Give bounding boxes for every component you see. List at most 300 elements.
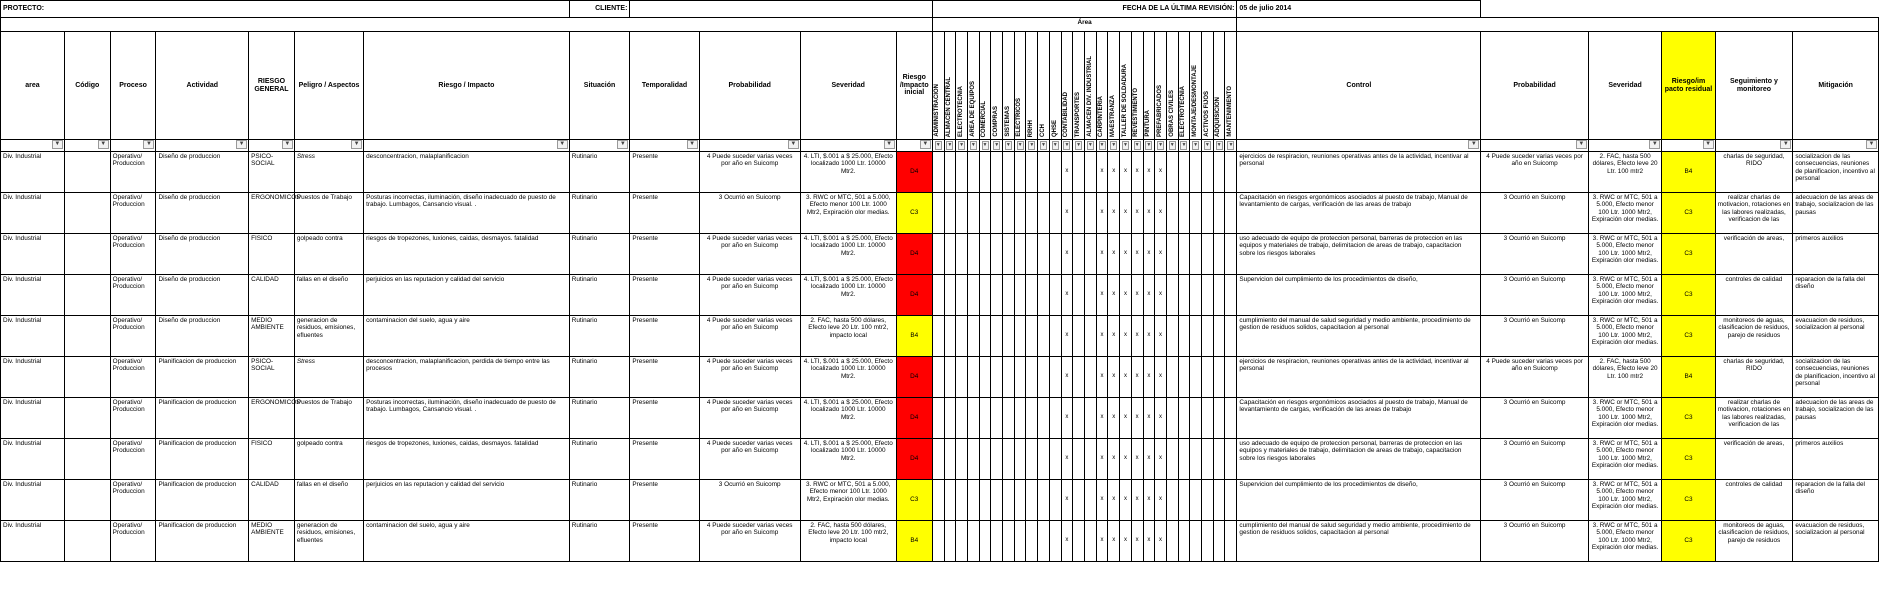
area-mark-cell[interactable]: [1166, 316, 1178, 357]
area-mark-cell[interactable]: [1014, 316, 1026, 357]
cell-peligro[interactable]: golpeado contra: [294, 234, 363, 275]
area-mark-cell[interactable]: [1014, 234, 1026, 275]
filter-dropdown-icon[interactable]: ▼: [1216, 142, 1222, 148]
area-mark-cell[interactable]: [967, 480, 979, 521]
cell-probabilidad-2[interactable]: 4 Puede suceder varias veces por año en Suicomp: [1481, 357, 1589, 398]
residual-risk-level[interactable]: C3: [1662, 521, 1715, 562]
cell-codigo[interactable]: [64, 316, 110, 357]
area-mark-cell[interactable]: [1003, 521, 1015, 562]
cell-severidad[interactable]: 4. LTI, $.001 a $ 25.000, Efecto localizado 1000 Ltr. 10000 Mtr2.: [800, 398, 896, 439]
initial-risk-level[interactable]: B4: [896, 316, 932, 357]
filter-dropdown-icon[interactable]: ▼: [1064, 142, 1070, 148]
cell-severidad-2[interactable]: 3. RWC or MTC, 501 a 5.000, Efecto menor 100 Ltr. 1000 Mtr2, Expiración olor medias.: [1588, 439, 1661, 480]
area-mark-cell[interactable]: [1166, 152, 1178, 193]
area-mark-cell[interactable]: [944, 439, 956, 480]
cell-probabilidad-2[interactable]: 3 Ocurrió en Suicomp: [1481, 234, 1589, 275]
area-mark-cell[interactable]: [991, 398, 1003, 439]
initial-risk-level[interactable]: D4: [896, 398, 932, 439]
area-mark-cell[interactable]: [1190, 316, 1202, 357]
area-mark-cell[interactable]: x: [1131, 357, 1143, 398]
area-mark-cell[interactable]: x: [1096, 275, 1108, 316]
cell-riesgo-general[interactable]: ERGONOMICOS: [249, 398, 295, 439]
cell-riesgo-impacto[interactable]: perjuicios en las reputacion y calidad del servicio: [364, 275, 570, 316]
cell-control[interactable]: ejercicios de respiracion, reuniones operativas antes de la actividad, incentivar al personal: [1237, 357, 1481, 398]
area-mark-cell[interactable]: [1178, 193, 1190, 234]
area-mark-cell[interactable]: [1014, 521, 1026, 562]
cell-proceso[interactable]: Operativo/ Produccion: [110, 275, 156, 316]
area-mark-cell[interactable]: [932, 357, 944, 398]
area-mark-cell[interactable]: [1026, 439, 1038, 480]
area-mark-cell[interactable]: [1073, 234, 1085, 275]
area-mark-cell[interactable]: x: [1061, 152, 1073, 193]
area-mark-cell[interactable]: [932, 316, 944, 357]
area-mark-cell[interactable]: x: [1108, 357, 1120, 398]
cell-codigo[interactable]: [64, 480, 110, 521]
cell-control[interactable]: uso adecuado de equipo de proteccion personal, barreras de proteccion en las equipos y materiales de trabajo, delimitacion de areas de trabajo, capacitacion sobre los riesgos laborales: [1237, 234, 1481, 275]
cell-riesgo-general[interactable]: PSICO-SOCIAL: [249, 152, 295, 193]
area-mark-cell[interactable]: [1213, 152, 1225, 193]
area-mark-cell[interactable]: x: [1155, 152, 1167, 193]
cell-codigo[interactable]: [64, 398, 110, 439]
area-mark-cell[interactable]: [1014, 398, 1026, 439]
cell-area[interactable]: Div. Industrial: [1, 234, 65, 275]
area-mark-cell[interactable]: [1178, 275, 1190, 316]
area-mark-cell[interactable]: x: [1143, 193, 1155, 234]
area-mark-cell[interactable]: [1014, 439, 1026, 480]
area-mark-cell[interactable]: [1038, 152, 1050, 193]
area-mark-cell[interactable]: x: [1155, 316, 1167, 357]
initial-risk-level[interactable]: D4: [896, 275, 932, 316]
cell-proceso[interactable]: Operativo/ Produccion: [110, 152, 156, 193]
cell-probabilidad[interactable]: 4 Puede suceder varias veces por año en Suicomp: [699, 152, 800, 193]
area-mark-cell[interactable]: x: [1108, 316, 1120, 357]
area-mark-cell[interactable]: [1213, 398, 1225, 439]
area-mark-cell[interactable]: [1178, 398, 1190, 439]
area-mark-cell[interactable]: [1049, 398, 1061, 439]
area-mark-cell[interactable]: [1014, 480, 1026, 521]
cell-peligro[interactable]: golpeado contra: [294, 439, 363, 480]
area-mark-cell[interactable]: x: [1131, 152, 1143, 193]
cell-proceso[interactable]: Operativo/ Produccion: [110, 357, 156, 398]
area-mark-cell[interactable]: [1213, 193, 1225, 234]
area-mark-cell[interactable]: [1084, 521, 1096, 562]
area-mark-cell[interactable]: x: [1108, 193, 1120, 234]
area-mark-cell[interactable]: [1026, 193, 1038, 234]
area-mark-cell[interactable]: [1202, 234, 1214, 275]
area-mark-cell[interactable]: [1038, 398, 1050, 439]
area-mark-cell[interactable]: [979, 316, 991, 357]
filter-dropdown-icon[interactable]: ▼: [282, 140, 293, 149]
filter-dropdown-icon[interactable]: ▼: [1158, 142, 1164, 148]
area-mark-cell[interactable]: [991, 439, 1003, 480]
area-mark-cell[interactable]: [1225, 357, 1237, 398]
area-mark-cell[interactable]: [1225, 480, 1237, 521]
cell-severidad-2[interactable]: 3. RWC or MTC, 501 a 5.000, Efecto menor 100 Ltr. 1000 Mtr2, Expiración olor medias.: [1588, 234, 1661, 275]
area-mark-cell[interactable]: x: [1155, 275, 1167, 316]
area-mark-cell[interactable]: [1190, 193, 1202, 234]
area-mark-cell[interactable]: [1225, 316, 1237, 357]
cell-severidad-2[interactable]: 3. RWC or MTC, 501 a 5.000, Efecto menor 100 Ltr. 1000 Mtr2, Expiración olor medias.: [1588, 316, 1661, 357]
filter-dropdown-icon[interactable]: ▼: [1041, 142, 1046, 148]
area-mark-cell[interactable]: [1073, 480, 1085, 521]
area-mark-cell[interactable]: x: [1131, 316, 1143, 357]
cell-actividad[interactable]: Planificacion de produccion: [156, 439, 249, 480]
area-mark-cell[interactable]: [1073, 398, 1085, 439]
area-mark-cell[interactable]: [1190, 439, 1202, 480]
area-mark-cell[interactable]: [1166, 521, 1178, 562]
cell-probabilidad[interactable]: 4 Puede suceder varias veces por año en Suicomp: [699, 521, 800, 562]
filter-dropdown-icon[interactable]: ▼: [52, 140, 63, 149]
area-mark-cell[interactable]: [1166, 275, 1178, 316]
area-mark-cell[interactable]: x: [1120, 234, 1132, 275]
filter-dropdown-icon[interactable]: ▼: [1169, 142, 1175, 148]
area-mark-cell[interactable]: [991, 234, 1003, 275]
area-mark-cell[interactable]: x: [1096, 193, 1108, 234]
area-mark-cell[interactable]: [967, 234, 979, 275]
area-mark-cell[interactable]: x: [1143, 152, 1155, 193]
cell-actividad[interactable]: Planificacion de produccion: [156, 398, 249, 439]
revision-date[interactable]: 05 de julio 2014: [1237, 1, 1481, 18]
cell-mitigacion[interactable]: evacuacion de residuos, socializacion al personal: [1793, 521, 1879, 562]
area-mark-cell[interactable]: [1178, 480, 1190, 521]
initial-risk-level[interactable]: D4: [896, 234, 932, 275]
area-mark-cell[interactable]: [956, 316, 968, 357]
cell-actividad[interactable]: Diseño de produccion: [156, 193, 249, 234]
area-mark-cell[interactable]: [944, 480, 956, 521]
area-mark-cell[interactable]: [979, 480, 991, 521]
cell-peligro[interactable]: generacion de residuos, emisiones, efluentes: [294, 521, 363, 562]
cell-actividad[interactable]: Diseño de produccion: [156, 152, 249, 193]
area-mark-cell[interactable]: x: [1096, 357, 1108, 398]
area-mark-cell[interactable]: [1003, 193, 1015, 234]
cell-riesgo-impacto[interactable]: Posturas incorrectas, iluminación, diseño inadecuado de puesto de trabajo. Lumbagos, Cansancio visual. .: [364, 193, 570, 234]
residual-risk-level[interactable]: C3: [1662, 234, 1715, 275]
area-mark-cell[interactable]: [1038, 439, 1050, 480]
cell-situacion[interactable]: Rutinario: [569, 357, 630, 398]
area-mark-cell[interactable]: [1003, 480, 1015, 521]
area-mark-cell[interactable]: x: [1061, 480, 1073, 521]
area-mark-cell[interactable]: [1190, 152, 1202, 193]
cell-severidad-2[interactable]: 3. RWC or MTC, 501 a 5.000, Efecto menor 100 Ltr. 1000 Mtr2, Expiración olor medias.: [1588, 521, 1661, 562]
area-mark-cell[interactable]: [932, 152, 944, 193]
area-mark-cell[interactable]: [956, 398, 968, 439]
area-mark-cell[interactable]: [1049, 275, 1061, 316]
cell-codigo[interactable]: [64, 152, 110, 193]
area-mark-cell[interactable]: x: [1108, 521, 1120, 562]
area-mark-cell[interactable]: [944, 316, 956, 357]
area-mark-cell[interactable]: [956, 234, 968, 275]
cell-codigo[interactable]: [64, 521, 110, 562]
area-mark-cell[interactable]: [1073, 193, 1085, 234]
cell-mitigacion[interactable]: adecuacion de las areas de trabajo, socializacion de las pausas: [1793, 398, 1879, 439]
cell-probabilidad[interactable]: 4 Puede suceder varias veces por año en Suicomp: [699, 439, 800, 480]
area-mark-cell[interactable]: [1014, 275, 1026, 316]
cell-seguimiento[interactable]: realizar charlas de motivacion, rotaciones en las labores realizadas, verificacion de las: [1715, 398, 1793, 439]
filter-dropdown-icon[interactable]: ▼: [1052, 142, 1058, 148]
cell-probabilidad-2[interactable]: 4 Puede suceder varias veces por año en Suicomp: [1481, 152, 1589, 193]
area-mark-cell[interactable]: [1225, 398, 1237, 439]
area-mark-cell[interactable]: [1202, 439, 1214, 480]
area-mark-cell[interactable]: [1026, 234, 1038, 275]
area-mark-cell[interactable]: [1003, 234, 1015, 275]
area-mark-cell[interactable]: x: [1131, 480, 1143, 521]
cell-riesgo-general[interactable]: ERGONOMICOS: [249, 193, 295, 234]
area-mark-cell[interactable]: [1225, 152, 1237, 193]
area-mark-cell[interactable]: [967, 316, 979, 357]
area-mark-cell[interactable]: [1084, 193, 1096, 234]
cell-probabilidad[interactable]: 4 Puede suceder varias veces por año en Suicomp: [699, 398, 800, 439]
area-mark-cell[interactable]: [1213, 439, 1225, 480]
area-mark-cell[interactable]: [967, 357, 979, 398]
area-mark-cell[interactable]: [956, 193, 968, 234]
client-value[interactable]: [630, 1, 932, 18]
area-mark-cell[interactable]: [1178, 357, 1190, 398]
cell-riesgo-general[interactable]: CALIDAD: [249, 275, 295, 316]
area-mark-cell[interactable]: [1003, 275, 1015, 316]
area-mark-cell[interactable]: x: [1155, 398, 1167, 439]
area-mark-cell[interactable]: [1026, 480, 1038, 521]
area-mark-cell[interactable]: [1003, 152, 1015, 193]
area-mark-cell[interactable]: x: [1061, 439, 1073, 480]
cell-situacion[interactable]: Rutinario: [569, 275, 630, 316]
area-mark-cell[interactable]: [1003, 439, 1015, 480]
filter-dropdown-icon[interactable]: ▼: [920, 140, 931, 149]
area-mark-cell[interactable]: [1003, 398, 1015, 439]
area-mark-cell[interactable]: [991, 193, 1003, 234]
area-mark-cell[interactable]: x: [1096, 480, 1108, 521]
cell-control[interactable]: Supervicion del cumplimiento de los procedimientos de diseño,: [1237, 275, 1481, 316]
area-mark-cell[interactable]: [991, 275, 1003, 316]
area-mark-cell[interactable]: [1202, 398, 1214, 439]
cell-seguimiento[interactable]: monitoreos de aguas, clasificacion de residuos, parejo de residuos: [1715, 521, 1793, 562]
area-mark-cell[interactable]: [1084, 275, 1096, 316]
cell-area[interactable]: Div. Industrial: [1, 398, 65, 439]
area-mark-cell[interactable]: [956, 521, 968, 562]
area-mark-cell[interactable]: x: [1096, 398, 1108, 439]
area-mark-cell[interactable]: [991, 480, 1003, 521]
cell-riesgo-general[interactable]: MEDIO AMBIENTE: [249, 521, 295, 562]
area-mark-cell[interactable]: [1026, 357, 1038, 398]
cell-codigo[interactable]: [64, 193, 110, 234]
cell-riesgo-impacto[interactable]: riesgos de tropezones, luxiones, caidas, desmayos. fatalidad: [364, 234, 570, 275]
cell-situacion[interactable]: Rutinario: [569, 398, 630, 439]
cell-riesgo-impacto[interactable]: desconcentracion, malaplanificacion: [364, 152, 570, 193]
area-mark-cell[interactable]: [1178, 316, 1190, 357]
area-mark-cell[interactable]: [1049, 439, 1061, 480]
area-mark-cell[interactable]: x: [1143, 439, 1155, 480]
area-mark-cell[interactable]: [967, 275, 979, 316]
area-mark-cell[interactable]: [1166, 193, 1178, 234]
area-mark-cell[interactable]: [1213, 480, 1225, 521]
area-mark-cell[interactable]: [967, 152, 979, 193]
filter-dropdown-icon[interactable]: ▼: [982, 142, 988, 148]
area-mark-cell[interactable]: x: [1155, 193, 1167, 234]
area-mark-cell[interactable]: [967, 521, 979, 562]
area-mark-cell[interactable]: [967, 439, 979, 480]
cell-area[interactable]: Div. Industrial: [1, 316, 65, 357]
cell-severidad[interactable]: 2. FAC, hasta 500 dólares, Efecto leve 20 Ltr. 100 mtr2, impacto local: [800, 521, 896, 562]
area-mark-cell[interactable]: x: [1120, 398, 1132, 439]
cell-mitigacion[interactable]: socializacion de las consecuencias, reuniones de planificacion, incentivo al personal: [1793, 357, 1879, 398]
cell-peligro[interactable]: Puestos de Trabajo: [294, 193, 363, 234]
cell-codigo[interactable]: [64, 234, 110, 275]
area-mark-cell[interactable]: [1202, 152, 1214, 193]
filter-dropdown-icon[interactable]: ▼: [1005, 142, 1011, 148]
area-mark-cell[interactable]: [944, 152, 956, 193]
cell-temporalidad[interactable]: Presente: [630, 193, 699, 234]
area-mark-cell[interactable]: [1049, 480, 1061, 521]
cell-actividad[interactable]: Planificacion de produccion: [156, 357, 249, 398]
cell-mitigacion[interactable]: reparacion de la falla del diseño: [1793, 480, 1879, 521]
filter-dropdown-icon[interactable]: ▼: [1228, 142, 1234, 148]
area-mark-cell[interactable]: x: [1131, 234, 1143, 275]
area-mark-cell[interactable]: [1166, 398, 1178, 439]
cell-actividad[interactable]: Diseño de produccion: [156, 316, 249, 357]
cell-codigo[interactable]: [64, 439, 110, 480]
initial-risk-level[interactable]: C3: [896, 480, 932, 521]
cell-mitigacion[interactable]: reparacion de la falla del diseño: [1793, 275, 1879, 316]
area-mark-cell[interactable]: [979, 193, 991, 234]
area-mark-cell[interactable]: [979, 234, 991, 275]
area-mark-cell[interactable]: x: [1120, 357, 1132, 398]
cell-mitigacion[interactable]: primeros auxilios: [1793, 234, 1879, 275]
residual-risk-level[interactable]: B4: [1662, 152, 1715, 193]
area-mark-cell[interactable]: [1073, 439, 1085, 480]
area-mark-cell[interactable]: [1003, 316, 1015, 357]
cell-situacion[interactable]: Rutinario: [569, 234, 630, 275]
area-mark-cell[interactable]: [991, 521, 1003, 562]
area-mark-cell[interactable]: [932, 275, 944, 316]
residual-risk-level[interactable]: C3: [1662, 275, 1715, 316]
area-mark-cell[interactable]: [1049, 234, 1061, 275]
area-mark-cell[interactable]: [979, 521, 991, 562]
area-mark-cell[interactable]: x: [1108, 439, 1120, 480]
cell-situacion[interactable]: Rutinario: [569, 480, 630, 521]
cell-seguimiento[interactable]: charlas de seguridad, RIDO: [1715, 152, 1793, 193]
filter-dropdown-icon[interactable]: ▼: [1087, 142, 1093, 148]
residual-risk-level[interactable]: C3: [1662, 439, 1715, 480]
residual-risk-level[interactable]: C3: [1662, 193, 1715, 234]
filter-dropdown-icon[interactable]: ▼: [947, 142, 953, 148]
area-mark-cell[interactable]: x: [1120, 521, 1132, 562]
area-mark-cell[interactable]: x: [1061, 316, 1073, 357]
area-mark-cell[interactable]: x: [1061, 193, 1073, 234]
cell-severidad-2[interactable]: 2. FAC, hasta 500 dólares, Efecto leve 20 Ltr. 100 mtr2: [1588, 357, 1661, 398]
cell-riesgo-general[interactable]: FISICO: [249, 439, 295, 480]
area-mark-cell[interactable]: [1049, 521, 1061, 562]
cell-temporalidad[interactable]: Presente: [630, 357, 699, 398]
area-mark-cell[interactable]: [1014, 357, 1026, 398]
area-mark-cell[interactable]: x: [1096, 152, 1108, 193]
area-mark-cell[interactable]: [991, 152, 1003, 193]
filter-dropdown-icon[interactable]: ▼: [687, 140, 698, 149]
area-mark-cell[interactable]: [1190, 275, 1202, 316]
cell-situacion[interactable]: Rutinario: [569, 152, 630, 193]
filter-dropdown-icon[interactable]: ▼: [1099, 142, 1105, 148]
filter-dropdown-icon[interactable]: ▼: [236, 140, 247, 149]
cell-temporalidad[interactable]: Presente: [630, 275, 699, 316]
area-mark-cell[interactable]: [1190, 398, 1202, 439]
cell-probabilidad-2[interactable]: 3 Ocurrió en Suicomp: [1481, 439, 1589, 480]
residual-risk-level[interactable]: C3: [1662, 480, 1715, 521]
area-mark-cell[interactable]: [1166, 480, 1178, 521]
area-mark-cell[interactable]: [1014, 193, 1026, 234]
cell-severidad-2[interactable]: 3. RWC or MTC, 501 a 5.000, Efecto menor 100 Ltr. 1000 Mtr2, Expiración olor medias.: [1588, 275, 1661, 316]
cell-riesgo-impacto[interactable]: contaminacion del suelo, agua y aire: [364, 521, 570, 562]
residual-risk-level[interactable]: C3: [1662, 316, 1715, 357]
area-mark-cell[interactable]: [1073, 521, 1085, 562]
filter-dropdown-icon[interactable]: ▼: [1703, 140, 1714, 149]
cell-temporalidad[interactable]: Presente: [630, 480, 699, 521]
area-mark-cell[interactable]: [956, 152, 968, 193]
area-mark-cell[interactable]: [932, 480, 944, 521]
area-mark-cell[interactable]: [1073, 357, 1085, 398]
cell-probabilidad[interactable]: 3 Ocurrió en Suicomp: [699, 480, 800, 521]
area-mark-cell[interactable]: [944, 234, 956, 275]
area-mark-cell[interactable]: [1038, 357, 1050, 398]
cell-temporalidad[interactable]: Presente: [630, 398, 699, 439]
cell-severidad[interactable]: 4. LTI, $.001 a $ 25.000, Efecto localizado 1000 Ltr. 10000 Mtr2.: [800, 152, 896, 193]
area-mark-cell[interactable]: [1084, 480, 1096, 521]
cell-probabilidad-2[interactable]: 3 Ocurrió en Suicomp: [1481, 521, 1589, 562]
cell-probabilidad[interactable]: 4 Puede suceder varias veces por año en Suicomp: [699, 357, 800, 398]
cell-codigo[interactable]: [64, 357, 110, 398]
area-mark-cell[interactable]: x: [1131, 398, 1143, 439]
cell-actividad[interactable]: Planificacion de produccion: [156, 521, 249, 562]
area-mark-cell[interactable]: [979, 275, 991, 316]
cell-proceso[interactable]: Operativo/ Produccion: [110, 234, 156, 275]
area-mark-cell[interactable]: x: [1120, 439, 1132, 480]
area-mark-cell[interactable]: [932, 193, 944, 234]
cell-seguimiento[interactable]: verificación de areas,: [1715, 234, 1793, 275]
area-mark-cell[interactable]: [1049, 357, 1061, 398]
filter-dropdown-icon[interactable]: ▼: [1468, 140, 1479, 149]
filter-dropdown-icon[interactable]: ▼: [1181, 142, 1187, 148]
area-mark-cell[interactable]: [1049, 316, 1061, 357]
filter-dropdown-icon[interactable]: ▼: [1866, 140, 1877, 149]
cell-severidad[interactable]: 4. LTI, $.001 a $ 25.000, Efecto localizado 1000 Ltr. 10000 Mtr2.: [800, 234, 896, 275]
cell-severidad-2[interactable]: 3. RWC or MTC, 501 a 5.000, Efecto menor 100 Ltr. 1000 Mtr2, Expiración olor medias.: [1588, 398, 1661, 439]
cell-peligro[interactable]: fallas en el diseño: [294, 480, 363, 521]
area-mark-cell[interactable]: [967, 193, 979, 234]
cell-riesgo-impacto[interactable]: riesgos de tropezones, luxiones, caidas, desmayos. fatalidad: [364, 439, 570, 480]
filter-dropdown-icon[interactable]: ▼: [351, 140, 362, 149]
area-mark-cell[interactable]: x: [1061, 521, 1073, 562]
area-mark-cell[interactable]: x: [1143, 357, 1155, 398]
cell-severidad[interactable]: 3. RWC or MTC, 501 a 5.000, Efecto menor 100 Ltr. 1000 Mtr2, Expiración olor medias.: [800, 193, 896, 234]
area-mark-cell[interactable]: [991, 316, 1003, 357]
filter-dropdown-icon[interactable]: ▼: [1193, 142, 1199, 148]
area-mark-cell[interactable]: x: [1131, 521, 1143, 562]
area-mark-cell[interactable]: [1026, 316, 1038, 357]
area-mark-cell[interactable]: [1084, 439, 1096, 480]
cell-severidad[interactable]: 4. LTI, $.001 a $ 25.000, Efecto localizado 1000 Ltr. 10000 Mtr2.: [800, 439, 896, 480]
area-mark-cell[interactable]: x: [1143, 275, 1155, 316]
cell-area[interactable]: Div. Industrial: [1, 193, 65, 234]
area-mark-cell[interactable]: x: [1120, 193, 1132, 234]
cell-control[interactable]: Supervicion del cumplimiento de los procedimientos de diseño,: [1237, 480, 1481, 521]
cell-probabilidad-2[interactable]: 3 Ocurrió en Suicomp: [1481, 193, 1589, 234]
residual-risk-level[interactable]: B4: [1662, 357, 1715, 398]
area-mark-cell[interactable]: [1026, 398, 1038, 439]
cell-temporalidad[interactable]: Presente: [630, 152, 699, 193]
cell-situacion[interactable]: Rutinario: [569, 193, 630, 234]
area-mark-cell[interactable]: x: [1143, 234, 1155, 275]
area-mark-cell[interactable]: x: [1061, 275, 1073, 316]
initial-risk-level[interactable]: D4: [896, 439, 932, 480]
area-mark-cell[interactable]: [979, 439, 991, 480]
cell-peligro[interactable]: Stress: [294, 152, 363, 193]
